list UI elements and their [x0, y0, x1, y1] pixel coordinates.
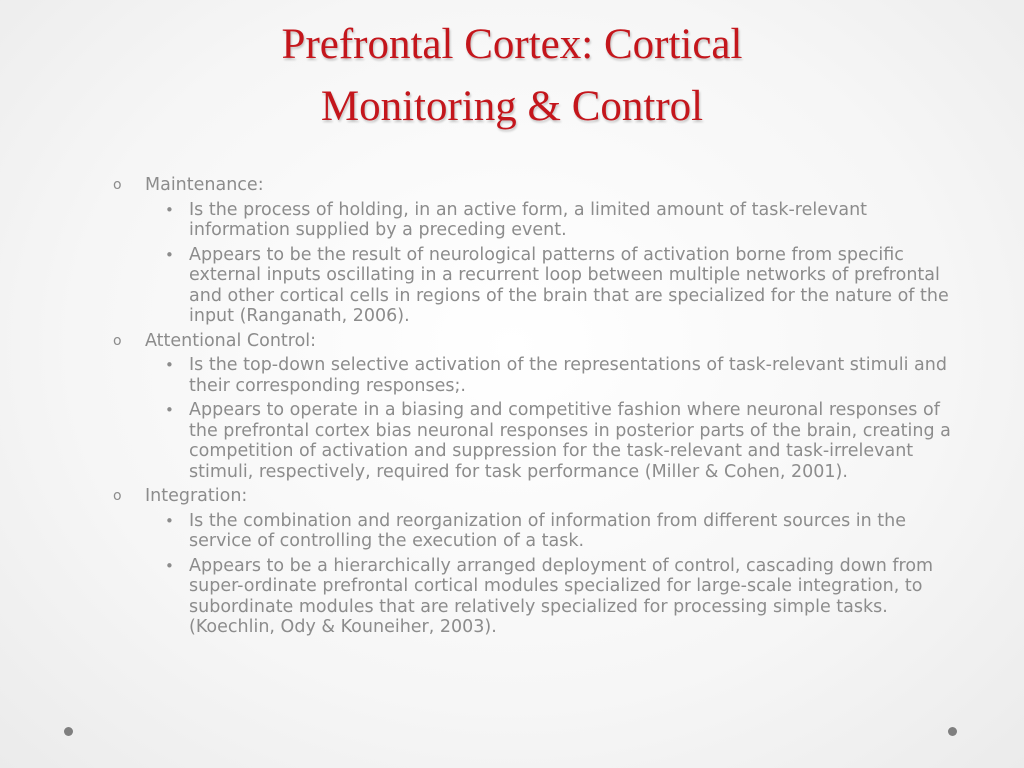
section-heading-text: Integration:	[145, 486, 248, 506]
bullet-icon: •	[165, 556, 174, 575]
list-item-text: Appears to operate in a biasing and competitive fashion where neuronal responses of the prefrontal cortex bias neuronal responses in posterior parts of the brain, creating a competition of activation and suppression for the task-relevant and task-irrelevant stimuli, respectively, required for task performance (Miller & Cohen, 2001).	[189, 400, 951, 482]
list-item	[113, 245, 973, 327]
slide-body	[113, 175, 973, 642]
bullet-icon: •	[165, 245, 174, 264]
decorative-dot-icon	[948, 727, 957, 736]
section-heading	[113, 175, 973, 196]
hollow-circle-bullet-icon: o	[113, 177, 122, 193]
list-item	[113, 355, 973, 396]
section-attentional-control	[113, 331, 973, 483]
section-integration	[113, 486, 973, 638]
list-item	[113, 200, 973, 241]
list-item	[113, 511, 973, 552]
bullet-icon: •	[165, 401, 174, 419]
hollow-circle-bullet-icon: o	[113, 488, 122, 504]
list-item-text: Appears to be a hierarchically arranged deployment of control, cascading down from super-ordinate prefrontal cortical modules specialized for large-scale integration, to subordinate modules that are relatively specialized for processing simple tasks. (Koechlin, Ody & Kouneiher, 2003).	[189, 555, 934, 637]
list-item-text: Is the combination and reorganization of information from different sources in the service of controlling the execution of a task.	[189, 510, 907, 551]
section-heading-text: Attentional Control:	[145, 330, 317, 351]
list-item-text: Is the process of holding, in an active form, a limited amount of task-relevant information supplied by a preceding event.	[189, 199, 868, 240]
list-item-text: Is the top-down selective activation of the representations of task-relevant stimuli and their corresponding responses;.	[189, 355, 947, 396]
hollow-circle-bullet-icon: o	[113, 332, 122, 349]
slide-title-line-2: Monitoring & Control	[320, 83, 704, 130]
decorative-dot-icon	[64, 727, 73, 736]
list-item	[113, 400, 973, 482]
bullet-icon: •	[165, 356, 174, 374]
section-maintenance	[113, 175, 973, 327]
bullet-icon: •	[165, 200, 174, 219]
section-heading-text: Maintenance:	[145, 175, 264, 195]
slide-title-line-1: Prefrontal Cortex: Cortical	[281, 21, 743, 68]
slide-title	[0, 14, 1024, 138]
list-item	[113, 556, 973, 638]
bullet-icon: •	[165, 511, 174, 530]
list-item-text: Appears to be the result of neurological patterns of activation borne from specific external inputs oscillating in a recurrent loop between multiple networks of prefrontal and other cortical cells in regions of the brain that are specialized for the nature of the input (Ranganath, 2006).	[189, 244, 949, 326]
section-heading	[113, 486, 973, 507]
section-heading	[113, 331, 973, 352]
